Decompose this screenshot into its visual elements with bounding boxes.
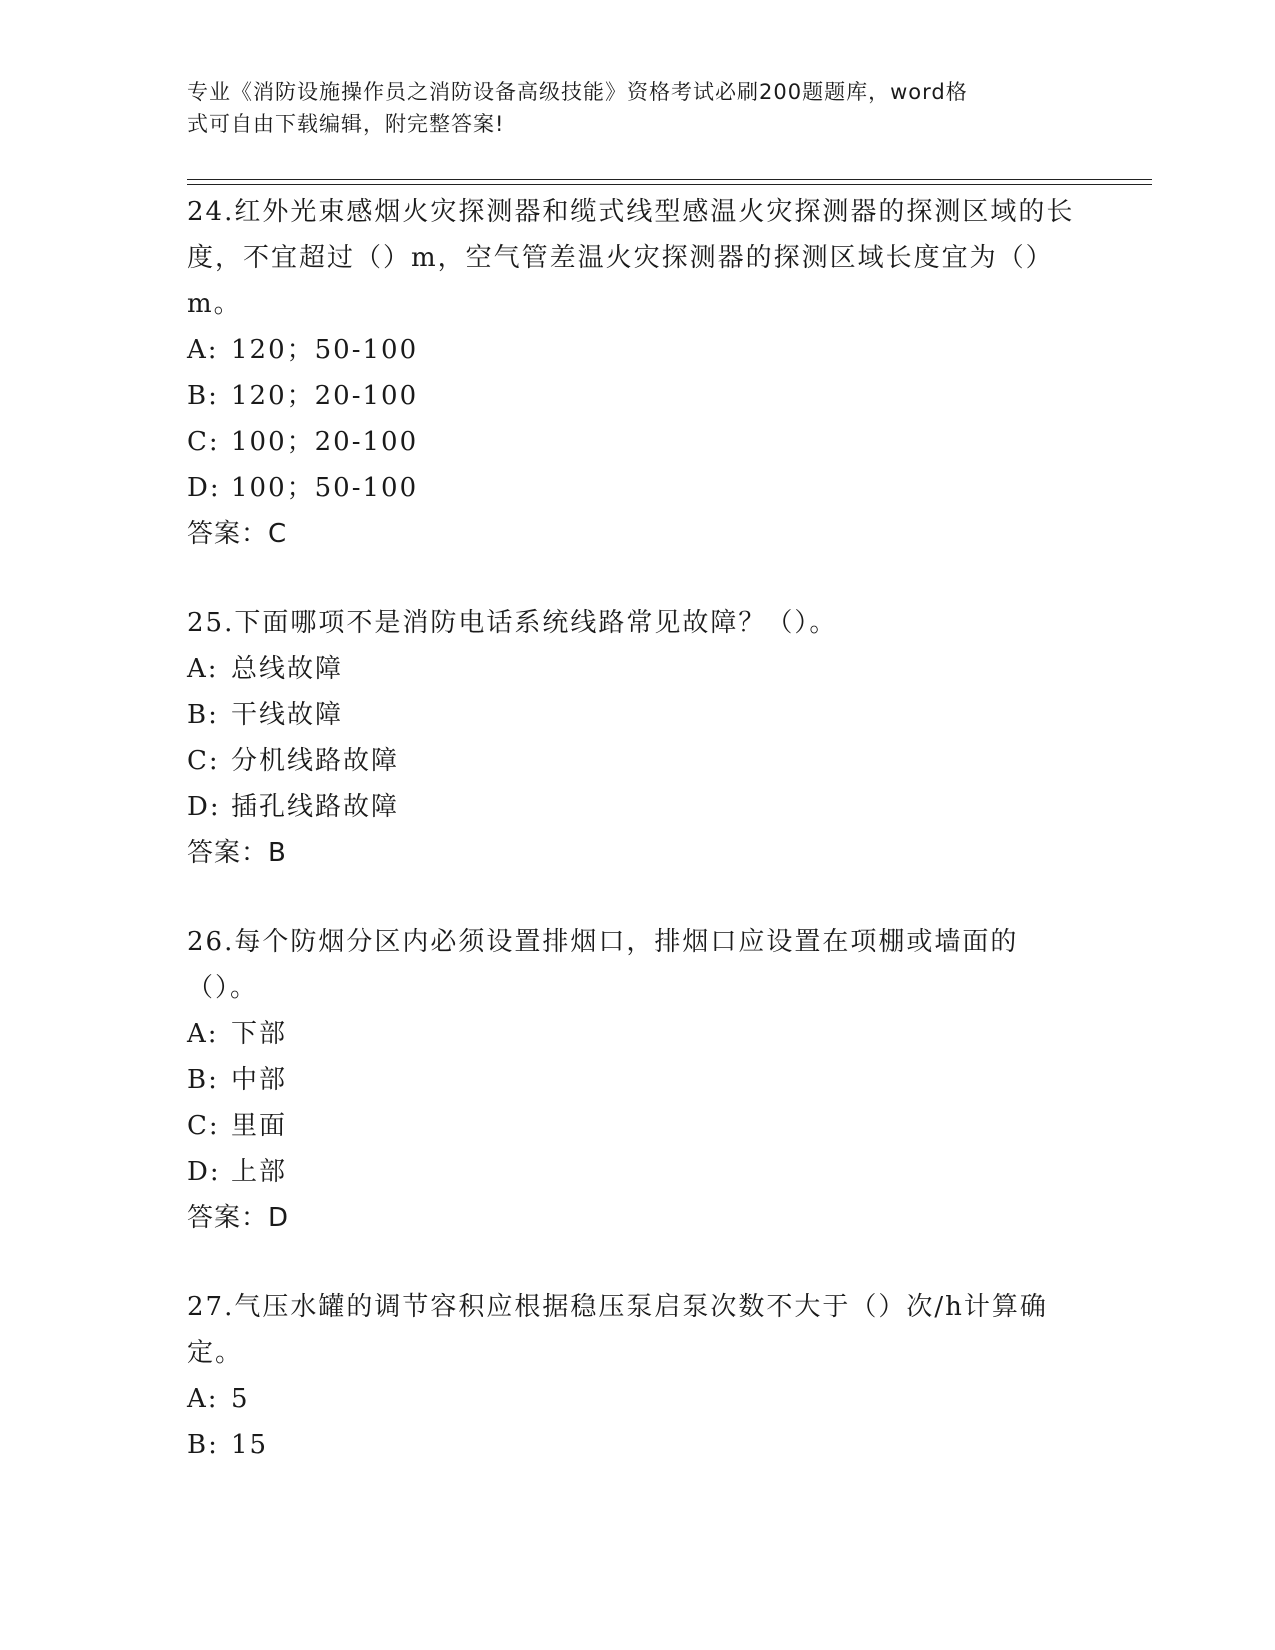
option-text: 100；20-100 [231,427,419,457]
option-b [187,1422,1087,1468]
option-label: C: [187,427,220,457]
option-text: 120；50-100 [231,335,419,365]
answer-line: 答案：C [187,519,288,549]
option-label: B: [187,1430,219,1460]
answer-line: 答案：B [187,838,287,868]
header-line-1: 专业《消防设施操作员之消防设备高级技能》资格考试必刷200题题库，word格 [187,80,968,104]
option-text: 下部 [231,1019,288,1049]
option-label: C: [187,1111,220,1141]
answer-line: 答案：D [187,1203,290,1233]
option-label: A: [187,335,219,365]
option-d [187,784,1087,830]
option-a [187,646,1087,692]
question-24 [187,189,1087,557]
option-text: 总线故障 [231,654,344,684]
option-label: C: [187,746,220,776]
option-b [187,692,1087,738]
option-c [187,419,1087,465]
question-stem: 24.红外光束感烟火灾探测器和缆式线型感温火灾探测器的探测区域的长度，不宜超过（）m，空气管差温火灾探测器的探测区域长度宜为（）m。 [187,197,1075,319]
question-list [187,189,1087,1511]
option-b [187,1057,1087,1103]
question-25 [187,600,1087,876]
option-text: 里面 [231,1111,288,1141]
question-stem: 25.下面哪项不是消防电话系统线路常见故障？（）。 [187,608,838,638]
document-header [187,76,1067,140]
header-line-2: 式可自由下载编辑，附完整答案! [187,112,505,136]
question-stem: 27.气压水罐的调节容积应根据稳压泵启泵次数不大于（）次/h计算确定。 [187,1292,1048,1368]
option-label: A: [187,1384,219,1414]
option-a [187,1376,1087,1422]
question-26 [187,919,1087,1241]
option-label: A: [187,654,219,684]
question-27 [187,1284,1087,1468]
option-label: A: [187,1019,219,1049]
option-text: 5 [231,1384,250,1414]
option-a [187,327,1087,373]
option-text: 15 [231,1430,269,1460]
option-c [187,738,1087,784]
option-b [187,373,1087,419]
header-divider-top [187,179,1152,180]
question-stem: 26.每个防烟分区内必须设置排烟口，排烟口应设置在项棚或墙面的（）。 [187,927,1019,1003]
option-text: 100；50-100 [231,473,419,503]
option-label: D: [187,792,221,822]
option-text: 中部 [231,1065,288,1095]
header-divider-bottom [187,184,1152,185]
option-text: 干线故障 [231,700,344,730]
option-label: B: [187,381,219,411]
option-a [187,1011,1087,1057]
option-text: 插孔线路故障 [231,792,400,822]
option-d [187,1149,1087,1195]
option-label: B: [187,1065,219,1095]
option-label: B: [187,700,219,730]
option-label: D: [187,473,221,503]
option-text: 上部 [231,1157,288,1187]
option-text: 分机线路故障 [231,746,400,776]
option-c [187,1103,1087,1149]
option-label: D: [187,1157,221,1187]
option-text: 120；20-100 [231,381,419,411]
option-d [187,465,1087,511]
